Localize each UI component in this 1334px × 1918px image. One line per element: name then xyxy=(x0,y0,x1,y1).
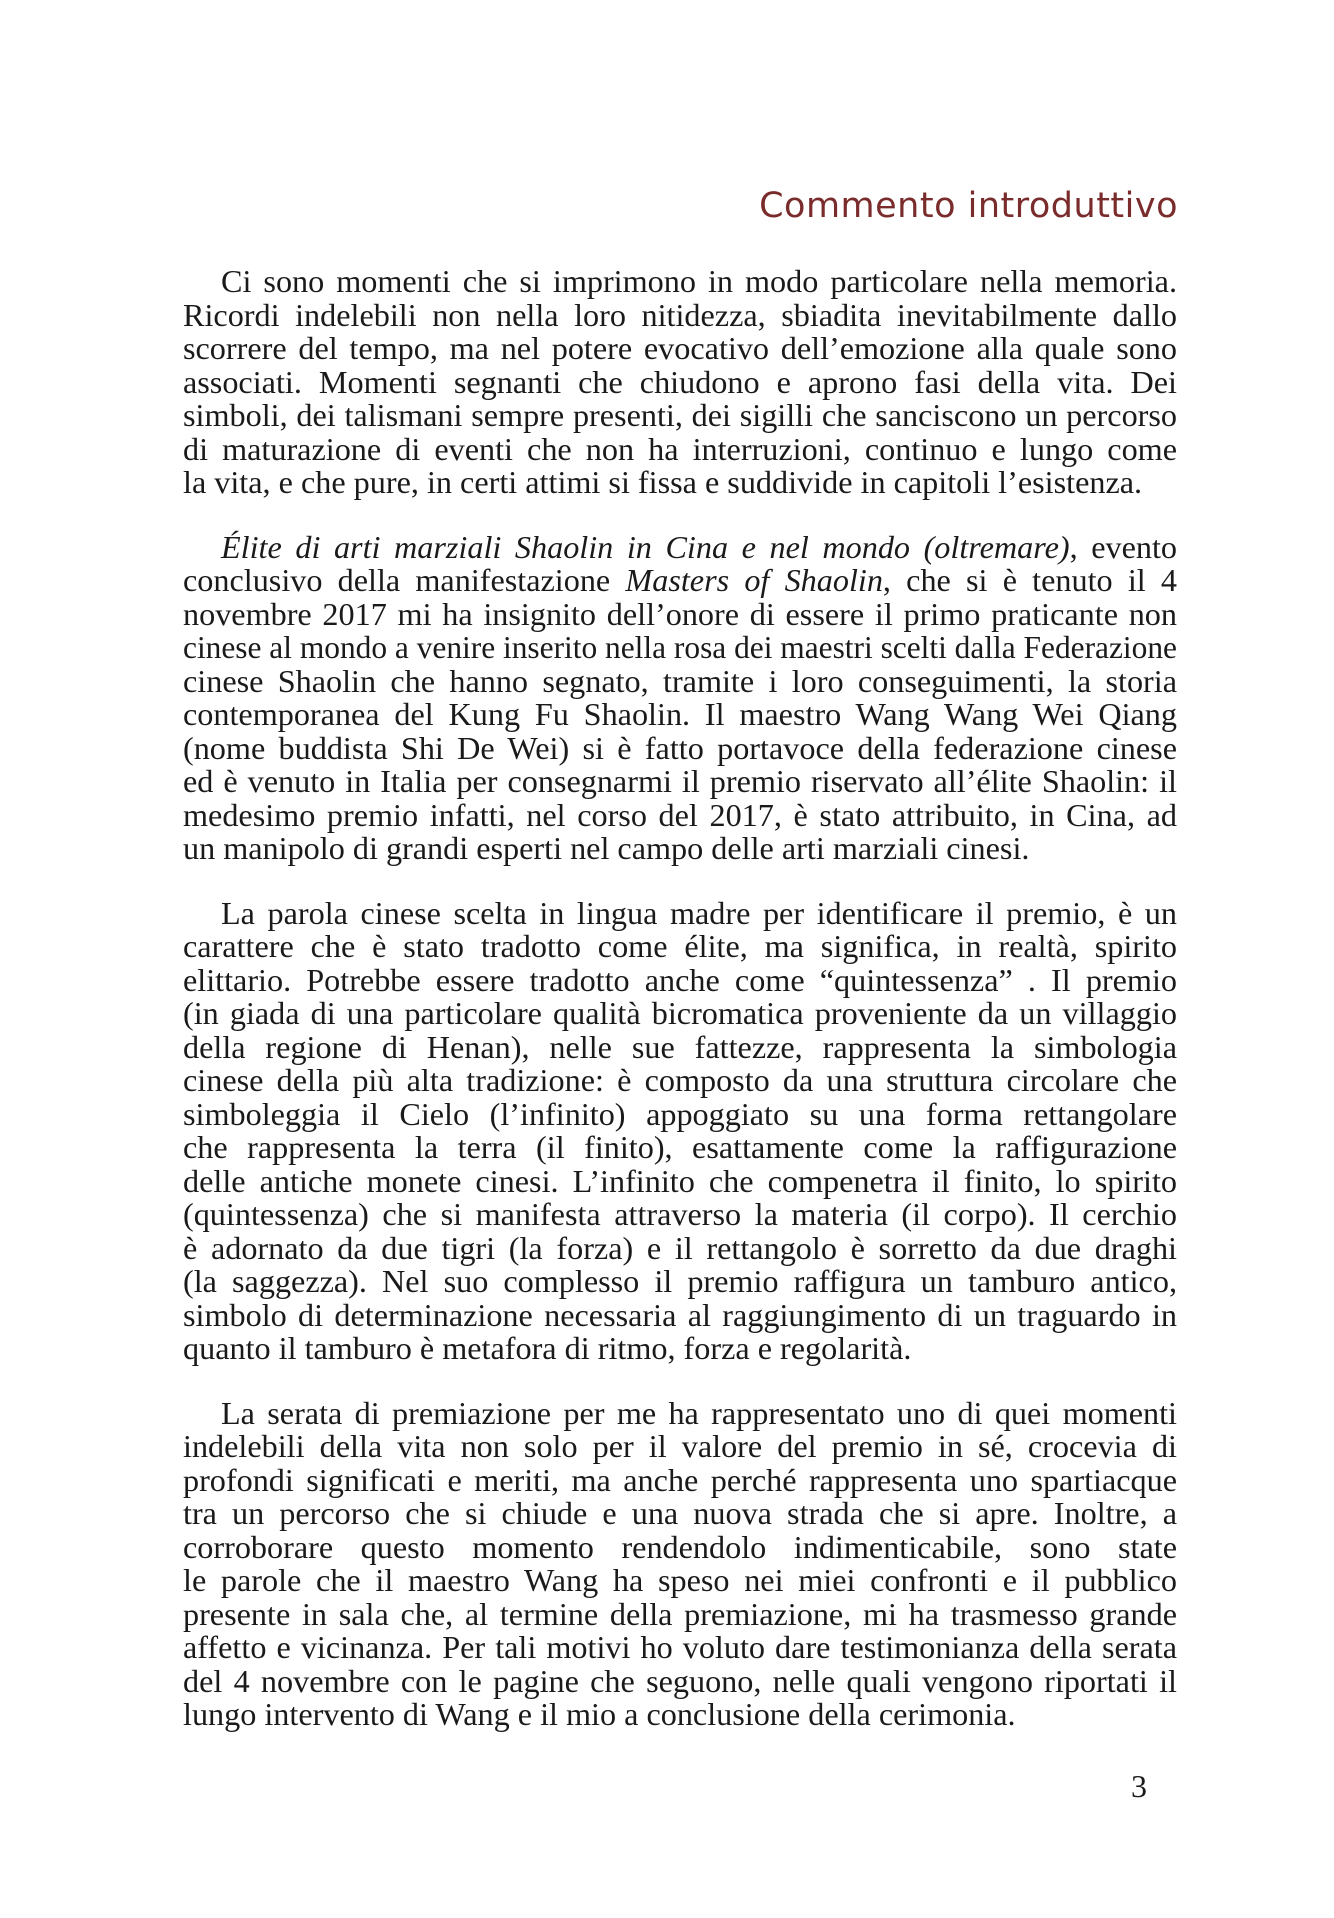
text-line: lungo intervento di Wang e il mio a conclusione della cerimonia. xyxy=(183,1696,1016,1732)
text-line: cinese Shaolin che hanno segnato, tramite i loro conseguimenti, la storia xyxy=(183,662,1177,699)
paragraph-1 xyxy=(183,265,1177,500)
paragraph-3 xyxy=(183,894,1177,1366)
text-line: che rappresenta la terra (il finito), esattamente come la raffigurazione xyxy=(183,1129,1177,1165)
text-line: simboli, dei talismani sempre presenti, dei sigilli che sanciscono un percorso xyxy=(183,397,1177,433)
text-line: indelebili della vita non solo per il valore del premio in sé, crocevia di xyxy=(183,1428,1177,1464)
text-line: delle antiche monete cinesi. L’infinito che compenetra il finito, lo spirito xyxy=(183,1162,1177,1199)
text-line: elittario. Potrebbe essere tradotto anche come “quintessenza” . Il premio xyxy=(183,961,1177,998)
text-line: un manipolo di grandi esperti nel campo delle arti marziali cinesi. xyxy=(183,830,1030,866)
text-line: (la saggezza). Nel suo complesso il premio raffigura un tamburo antico, xyxy=(183,1263,1177,1299)
text-line: simbolo di determinazione necessaria al raggiungimento di un traguardo in xyxy=(183,1296,1177,1333)
text-line: affetto e vicinanza. Per tali motivi ho voluto dare testimonianza della serata xyxy=(183,1629,1177,1665)
text-line: la vita, e che pure, in certi attimi si fissa e suddivide in capitoli l’esistenza. xyxy=(183,464,1143,500)
text-line: cinese della più alta tradizione: è composto da una struttura circolare che xyxy=(183,1062,1177,1098)
text-line: (in giada di una particolare qualità bicromatica proveniente da un villaggio xyxy=(183,995,1177,1031)
text-line: Élite di arti marziali Shaolin in Cina e nel mondo (oltremare), evento xyxy=(221,528,1177,565)
text-line: (quintessenza) che si manifesta attraverso la materia (il corpo). Il cerchio xyxy=(183,1196,1177,1232)
text-line: La parola cinese scelta in lingua madre per identificare il premio, è un xyxy=(221,894,1177,931)
text-line: medesimo premio infatti, nel corso del 2017, è stato attribuito, in Cina, ad xyxy=(183,796,1177,833)
paragraph-4 xyxy=(183,1394,1177,1732)
text-line: simboleggia il Cielo (l’infinito) appoggiato su una forma rettangolare xyxy=(183,1095,1177,1132)
text-line: presente in sala che, al termine della premiazione, mi ha trasmesso grande xyxy=(183,1595,1177,1632)
text-line: scorrere del tempo, ma nel potere evocativo dell’emozione alla quale sono xyxy=(183,330,1177,366)
text-line: cinese al mondo a venire inserito nella rosa dei maestri scelti dalla Federazione xyxy=(183,629,1177,665)
text-line: di maturazione di eventi che non ha interruzioni, continuo e lungo come xyxy=(183,430,1177,467)
text-line: corroborare questo momento rendendolo indimenticabile, sono state xyxy=(183,1528,1177,1565)
text-line: associati. Momenti segnanti che chiudono e aprono fasi della vita. Dei xyxy=(183,363,1177,400)
masters-of-shaolin-italic: Masters of Shaolin xyxy=(625,562,883,598)
text-line: (nome buddista Shi De Wei) si è fatto portavoce della federazione cinese xyxy=(183,729,1177,766)
text-line: novembre 2017 mi ha insignito dell’onore di essere il primo praticante non xyxy=(183,595,1177,632)
chapter-title: Commento introduttivo xyxy=(759,186,1178,226)
text-line: quanto il tamburo è metafora di ritmo, forza e regolarità. xyxy=(183,1330,912,1366)
text-line: della regione di Henan), nelle sue fattezze, rappresenta la simbologia xyxy=(183,1028,1177,1065)
text-line: Ricordi indelebili non nella loro nitidezza, sbiadita inevitabilmente dallo xyxy=(183,296,1177,333)
text-line: La serata di premiazione per me ha rappresentato uno di quei momenti xyxy=(221,1394,1177,1431)
text-line: carattere che è stato tradotto come élite, ma significa, in realtà, spirito xyxy=(183,928,1177,964)
text-line: contemporanea del Kung Fu Shaolin. Il maestro Wang Wang Wei Qiang xyxy=(183,696,1177,732)
text-line: è adornato da due tigri (la forza) e il rettangolo è sorretto da due draghi xyxy=(183,1229,1177,1266)
text-line: del 4 novembre con le pagine che seguono, nelle quali vengono riportati il xyxy=(183,1662,1177,1699)
text-line: profondi significati e meriti, ma anche perché rappresenta uno spartiacque xyxy=(183,1461,1177,1498)
paragraph-2 xyxy=(183,528,1177,866)
page-number: 3 xyxy=(1131,1768,1147,1804)
event-title-italic: Élite di arti marziali Shaolin in Cina e nel mondo (oltremare) xyxy=(221,528,1070,565)
body-text xyxy=(183,265,1177,1763)
text-line: ed è venuto in Italia per consegnarmi il premio riservato all’élite Shaolin: il xyxy=(183,763,1177,799)
text-line: tra un percorso che si chiude e una nuova strada che si apre. Inoltre, a xyxy=(183,1495,1177,1531)
text-line: le parole che il maestro Wang ha speso nei miei confronti e il pubblico xyxy=(183,1562,1177,1598)
text-line: Ci sono momenti che si imprimono in modo particolare nella memoria. xyxy=(221,263,1177,299)
text-line: conclusivo della manifestazione Masters of Shaolin, che si è tenuto il 4 xyxy=(183,562,1177,598)
